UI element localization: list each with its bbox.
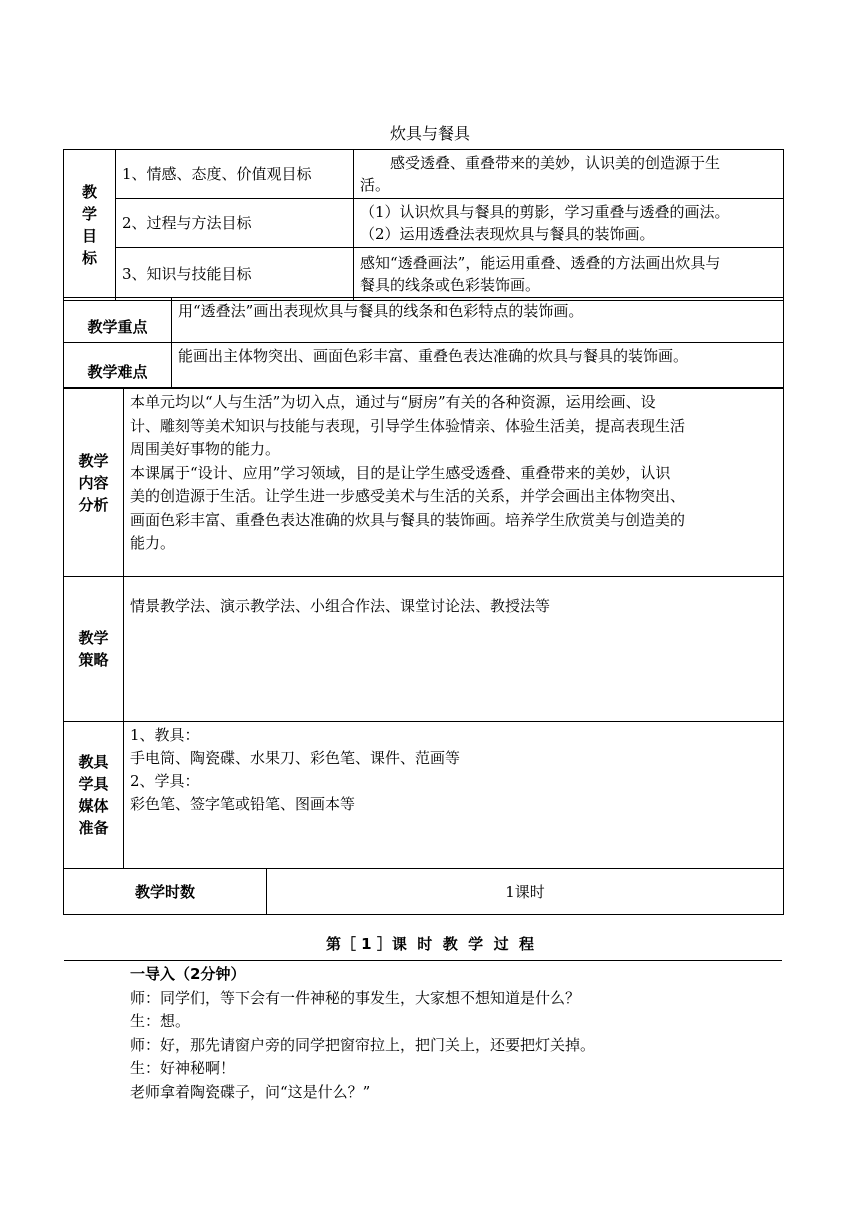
goal-process-text [354, 199, 784, 248]
strategy-label [64, 577, 124, 722]
key-point-label: 教学重点 [64, 298, 172, 343]
hours-table [63, 868, 784, 915]
difficulty-label: 教学难点 [64, 343, 172, 388]
text-line: 手电筒、陶瓷碟、水果刀、彩色笔、课件、范画等 [130, 749, 461, 767]
goal-name-affective: 1、情感、态度、价值观目标 [116, 150, 354, 199]
strategy-text: 情景教学法、演示教学法、小组合作法、课堂讨论法、教授法等 [124, 577, 784, 722]
text-line: （2）运用透叠法表现炊具与餐具的装饰画。 [360, 225, 655, 243]
text-line: 画面色彩丰富、重叠色表达准确的炊具与餐具的装饰画。培养学生欣赏美与创造美的 [130, 510, 686, 529]
process-line: 一导入（2分钟） [130, 965, 246, 983]
label-line: 教学 [78, 629, 109, 647]
label-line: 学具 [78, 775, 109, 793]
goals-label-char: 标 [81, 249, 97, 267]
text-line: 2、学具： [130, 772, 200, 790]
goal-name-knowledge: 3、知识与技能目标 [116, 248, 354, 301]
analysis-label [64, 389, 124, 577]
goals-label-char: 目 [81, 227, 97, 245]
label-line: 内容 [78, 473, 109, 492]
process-line: 生：好神秘啊！ [130, 1059, 236, 1077]
text-line: 彩色笔、签字笔或铅笔、图画本等 [130, 795, 356, 813]
label-line: 教学 [78, 451, 109, 470]
goal-name-process: 2、过程与方法目标 [116, 199, 354, 248]
divider [64, 960, 782, 961]
analysis-text [124, 389, 784, 577]
difficulty-text: 能画出主体物突出、画面色彩丰富、重叠色表达准确的炊具与餐具的装饰画。 [172, 343, 784, 388]
text-line: 美的创造源于生活。让学生进一步感受美术与生活的关系，并学会画出主体物突出、 [130, 487, 686, 505]
label-line: 策略 [78, 651, 109, 669]
goals-label-char: 教 [81, 183, 97, 201]
goals-table [63, 149, 784, 301]
label-line: 教具 [78, 753, 109, 771]
text-line: 感受透叠、重叠带来的美妙，认识美的创造源于生 [360, 154, 721, 172]
text-line: 活。 [360, 176, 391, 194]
text-line: 本课属于“设计、应用”学习领域，目的是让学生感受透叠、重叠带来的美妙，认识 [130, 463, 671, 482]
text-line: （1）认识炊具与餐具的剪影，学习重叠与透叠的画法。 [360, 203, 730, 221]
text-line: 能力。 [130, 534, 176, 552]
hours-label: 教学时数 [64, 869, 267, 915]
text-line: 计、雕刻等美术知识与技能与表现，引导学生体验情亲、体验生活美，提高表现生活 [130, 416, 686, 435]
process-line: 师：好，那先请窗户旁的同学把窗帘拉上，把门关上，还要把灯关掉。 [130, 1035, 596, 1054]
content-table [63, 388, 784, 869]
process-title: 第［ 1 ］课 时 教 学 过 程 [325, 935, 535, 953]
text-line: 感知“透叠画法”，能运用重叠、透叠的方法画出炊具与 [360, 254, 721, 272]
process-body [130, 963, 790, 1104]
hours-value: 1课时 [267, 869, 784, 915]
process-line: 生：想。 [130, 1012, 191, 1030]
goal-knowledge-text [354, 248, 784, 301]
label-line: 媒体 [78, 797, 109, 815]
text-line: 餐具的线条或色彩装饰画。 [360, 276, 541, 294]
goal-affective-text [354, 150, 784, 199]
goals-label [64, 150, 116, 301]
focus-table [63, 297, 784, 388]
text-line: 本单元均以“人与生活”为切入点，通过与“厨房”有关的各种资源，运用绘画、设 [130, 393, 656, 411]
key-point-text: 用“透叠法”画出表现炊具与餐具的线条和色彩特点的装饰画。 [172, 298, 784, 343]
materials-text [124, 722, 784, 869]
process-line: 师：同学们，等下会有一件神秘的事发生，大家想不想知道是什么？ [130, 988, 581, 1007]
label-line: 分析 [78, 495, 109, 514]
label-line: 准备 [78, 819, 109, 837]
text-line: 周围美好事物的能力。 [130, 440, 281, 458]
process-line: 老师拿着陶瓷碟子，问“这是什么？” [130, 1082, 371, 1101]
goals-label-char: 学 [81, 205, 97, 223]
text-line: 1、教具： [130, 726, 200, 744]
materials-label [64, 722, 124, 869]
document-title: 炊具与餐具 [389, 124, 470, 143]
